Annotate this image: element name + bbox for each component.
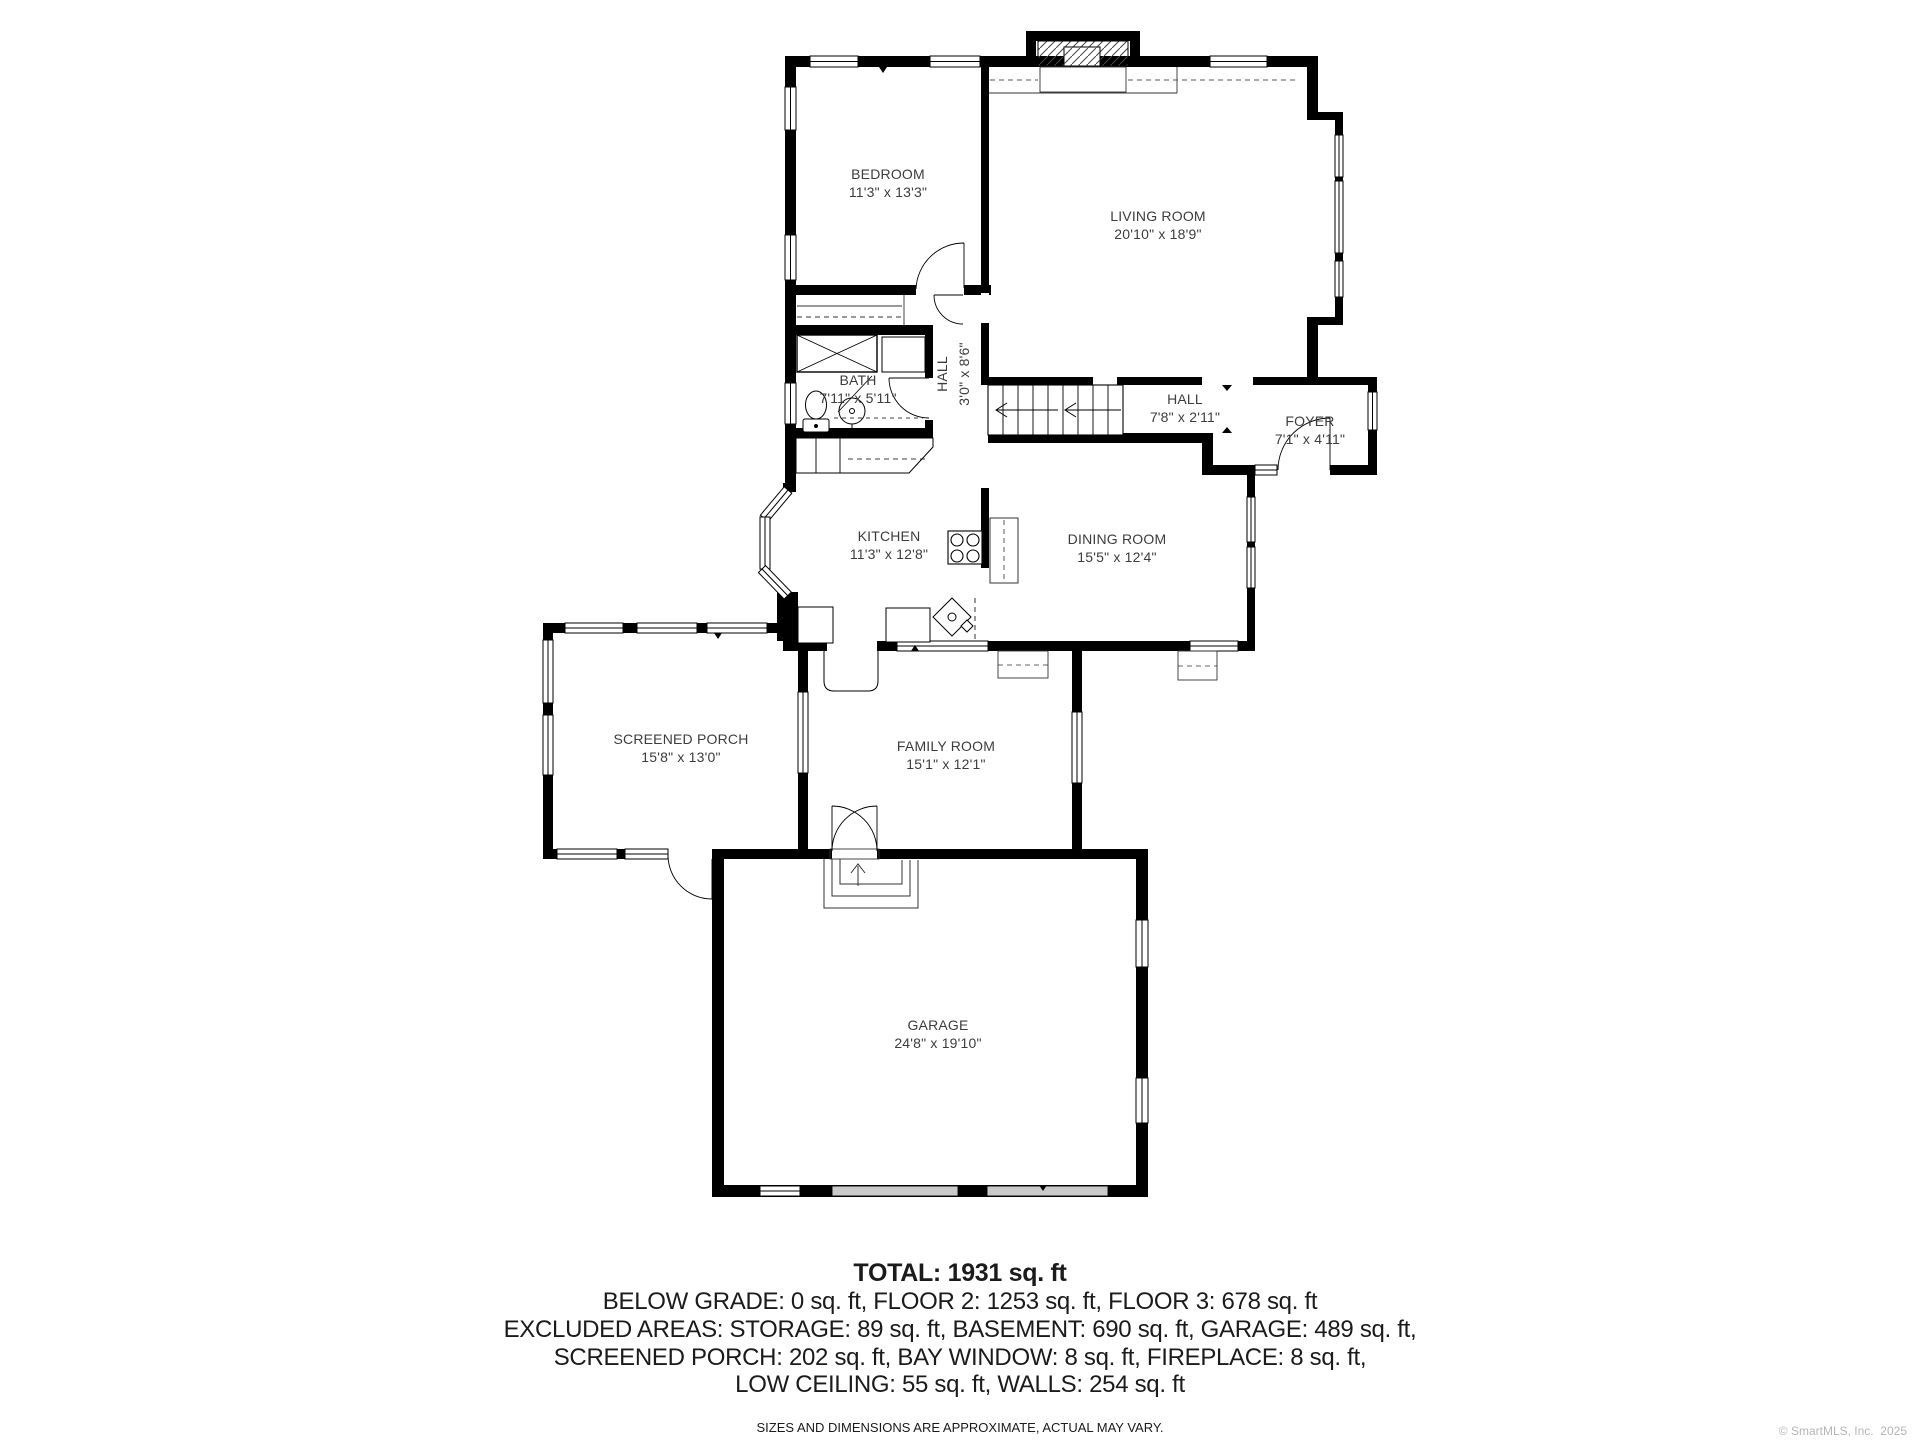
- room-label-family-room: [897, 737, 995, 773]
- room-dims: 7'1" x 4'11": [1274, 431, 1346, 447]
- back-door-landing: [824, 651, 878, 691]
- room-name: FAMILY ROOM: [896, 738, 996, 754]
- stove: [948, 531, 982, 564]
- kitchen-island: [886, 608, 930, 642]
- hall-door: [934, 295, 963, 324]
- room-label-kitchen: [850, 527, 928, 563]
- room-name: HALL: [1167, 391, 1203, 407]
- room-dims: 11'3" x 13'3": [848, 184, 928, 200]
- room-label-garage: [894, 1016, 981, 1052]
- room-name: DINING ROOM: [1067, 531, 1167, 547]
- bath-closet: [882, 337, 925, 372]
- room-name: LIVING ROOM: [1110, 208, 1206, 224]
- kitchen-cabinet: [798, 607, 833, 643]
- kitchen-sink: [933, 598, 973, 636]
- room-name: SCREENED PORCH: [613, 731, 749, 747]
- room-label-screened-porch: [613, 730, 748, 766]
- room-dims: 20'10" x 18'9": [1114, 226, 1202, 242]
- room-label-dining-room: [1068, 530, 1167, 566]
- excluded-areas-text-2: SCREENED PORCH: 202 sq. ft, BAY WINDOW: 8 sq. ft, FIREPLACE: 8 sq. ft,: [553, 1344, 1367, 1371]
- bedroom-door: [916, 243, 964, 289]
- excluded-areas-text-3: LOW CEILING: 55 sq. ft, WALLS: 254 sq. ft: [735, 1371, 1185, 1398]
- shower: [797, 335, 877, 372]
- room-name: BEDROOM: [851, 166, 925, 182]
- excluded-areas-text-1: EXCLUDED AREAS: STORAGE: 89 sq. ft, BASEMENT: 690 sq. ft, GARAGE: 489 sq. ft,: [503, 1316, 1417, 1343]
- room-name: GARAGE: [907, 1017, 969, 1033]
- room-name: FOYER: [1285, 413, 1335, 429]
- room-name: KITCHEN: [857, 528, 921, 544]
- room-label-hall: [1150, 390, 1220, 426]
- kitchen-fixtures: [796, 438, 982, 691]
- room-dims: 7'11" x 5'11": [819, 390, 897, 406]
- room-label-living-room: [1110, 207, 1206, 243]
- total-area-text: TOTAL: 1931 sq. ft: [853, 1259, 1067, 1287]
- room-label-bedroom: [849, 165, 927, 201]
- room-dims: 15'8" x 13'0": [641, 749, 721, 765]
- entry-door-left: [832, 806, 877, 851]
- room-name: BATH: [839, 372, 877, 388]
- staircase: [988, 385, 1123, 435]
- room-label-hall-upper-name: HALL: [934, 356, 950, 392]
- room-dims: 15'1" x 12'1": [906, 756, 986, 772]
- watermark: © SmartMLS, Inc. 2025: [1778, 1424, 1907, 1438]
- disclaimer-text: SIZES AND DIMENSIONS ARE APPROXIMATE, ACTUAL MAY VARY.: [756, 1420, 1164, 1435]
- room-dims: 15'5" x 12'4": [1077, 549, 1157, 565]
- room-dims: 24'8" x 19'10": [894, 1035, 982, 1051]
- room-label-foyer: [1275, 412, 1345, 448]
- room-label-bath: [819, 371, 896, 407]
- room-dims: 11'3" x 12'8": [849, 546, 929, 562]
- kitchen-counter: [796, 438, 933, 473]
- porch-door: [668, 855, 712, 899]
- room-dims: 7'8" x 2'11": [1149, 409, 1221, 425]
- entry-door-right: [832, 806, 877, 851]
- floors-area-text: BELOW GRADE: 0 sq. ft, FLOOR 2: 1253 sq. ft, FLOOR 3: 678 sq. ft: [602, 1288, 1318, 1315]
- room-label-hall-upper-dims: 3'0" x 8'6": [956, 342, 972, 406]
